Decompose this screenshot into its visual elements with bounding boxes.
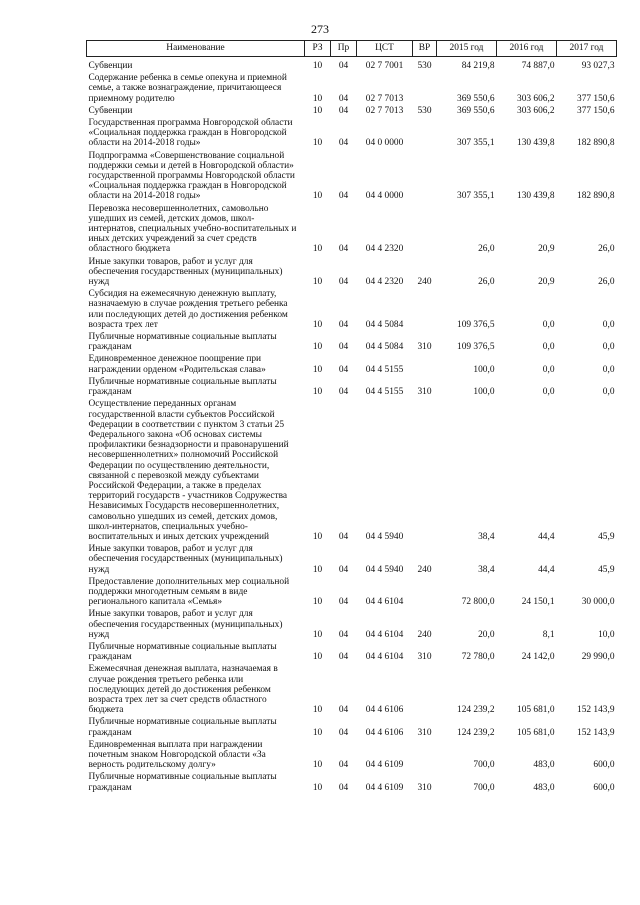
row-cst: 04 4 6104 (365, 597, 404, 608)
row-name: Публичные нормативные социальные выплаты гражданам (88, 772, 277, 793)
row-cst: 02 7 7001 (365, 61, 404, 71)
row-pr: 04 (338, 564, 349, 575)
table-row (87, 607, 617, 640)
row-name: Иные закупки товаров, работ и услуг для обеспечения государственных (муниципальных) нужд (88, 256, 283, 288)
table-row (87, 352, 617, 374)
row-cst: 04 0 0000 (365, 138, 404, 149)
row-2017: 93 027,3 (581, 61, 615, 71)
table-row (87, 397, 617, 542)
table-row (87, 640, 617, 662)
row-pr: 04 (338, 782, 349, 793)
row-rz: 10 (312, 597, 323, 608)
row-2015: 100,0 (473, 387, 495, 398)
row-pr: 04 (338, 364, 349, 375)
row-2016: 483,0 (533, 760, 555, 771)
row-pr: 04 (338, 138, 349, 149)
row-2015: 84 219,8 (461, 61, 495, 71)
row-vr: 310 (417, 652, 432, 663)
row-2015: 700,0 (473, 782, 495, 793)
row-2017: 377 150,6 (577, 105, 615, 116)
row-2016: 20,9 (538, 244, 555, 255)
row-rz: 10 (312, 244, 323, 255)
row-vr: 310 (417, 342, 432, 353)
header-rz: РЗ (305, 41, 331, 57)
row-2016: 130 439,8 (517, 191, 555, 202)
row-pr: 04 (338, 191, 349, 202)
row-name: Публичные нормативные социальные выплаты гражданам (88, 376, 277, 398)
row-rz: 10 (312, 191, 323, 202)
row-name: Содержание ребенка в семье опекуна и приемной семье, а также вознаграждение, причитающееся приемному родителю (88, 73, 287, 104)
row-rz: 10 (312, 93, 323, 104)
row-2016: 483,0 (533, 782, 555, 793)
row-pr: 04 (338, 387, 349, 398)
header-2015: 2015 год (437, 41, 497, 57)
row-vr (413, 71, 437, 104)
row-2016: 24 142,0 (521, 652, 555, 663)
row-rz: 10 (312, 61, 323, 71)
row-2016: 105 681,0 (517, 705, 555, 716)
table-row (87, 255, 617, 288)
header-2017: 2017 год (557, 41, 617, 57)
row-vr (413, 116, 437, 149)
row-2016: 8,1 (542, 629, 555, 640)
table-row (87, 104, 617, 116)
row-2016: 44,4 (538, 531, 555, 542)
table-row (87, 116, 617, 149)
row-name: Ежемесячная денежная выплата, назначаемая в случае рождения третьего ребенка или последующих детей до достижения ребенком возраста трех лет за счет средств областного бюджета (88, 664, 278, 716)
row-2017: 26,0 (598, 277, 615, 288)
row-2017: 45,9 (598, 564, 615, 575)
row-2015: 100,0 (473, 364, 495, 375)
row-rz: 10 (312, 105, 323, 116)
row-vr: 240 (417, 564, 432, 575)
row-2016: 130 439,8 (517, 138, 555, 149)
row-rz: 10 (312, 705, 323, 716)
row-pr: 04 (338, 629, 349, 640)
page-number: 273 (311, 22, 329, 36)
row-2016: 44,4 (538, 564, 555, 575)
row-2015: 26,0 (478, 277, 495, 288)
header-name: Наименование (87, 41, 305, 57)
table-row (87, 542, 617, 575)
row-2017: 0,0 (602, 387, 615, 398)
header-cst: ЦСТ (357, 41, 413, 57)
row-rz: 10 (312, 138, 323, 149)
row-cst: 04 4 6109 (365, 782, 404, 793)
row-name: Иные закупки товаров, работ и услуг для обеспечения государственных (муниципальных) нужд (88, 544, 283, 575)
row-2017: 0,0 (602, 319, 615, 330)
row-2016: 303 606,2 (517, 105, 555, 116)
row-2016: 0,0 (542, 319, 555, 330)
row-pr: 04 (338, 597, 349, 608)
row-2017: 600,0 (593, 782, 615, 793)
row-vr: 310 (417, 782, 432, 793)
row-2015: 72 780,0 (461, 652, 495, 663)
table-row (87, 330, 617, 352)
row-2015: 109 376,5 (457, 342, 495, 353)
row-cst: 04 4 6106 (365, 727, 404, 738)
row-vr (413, 202, 437, 255)
row-cst: 04 4 2320 (365, 277, 404, 288)
row-pr: 04 (338, 342, 349, 353)
row-name: Субсидия на ежемесячную денежную выплату, назначаемую в случае рождения третьего ребенка или последующих детей до достижения ребенком возраста трех лет (88, 289, 288, 330)
row-2015: 124 239,2 (457, 727, 495, 738)
row-cst: 04 4 6106 (365, 705, 404, 716)
table-header (87, 41, 617, 57)
row-vr (413, 149, 437, 202)
row-2016: 74 887,0 (521, 61, 555, 71)
row-rz: 10 (312, 277, 323, 288)
row-cst: 04 4 5940 (365, 531, 404, 542)
row-2016: 0,0 (542, 387, 555, 398)
row-rz: 10 (312, 531, 323, 542)
table-row (87, 770, 617, 792)
row-2015: 700,0 (473, 760, 495, 771)
row-rz: 10 (312, 387, 323, 398)
row-name: Публичные нормативные социальные выплаты гражданам (88, 641, 277, 663)
row-vr (413, 738, 437, 771)
row-2016: 0,0 (542, 364, 555, 375)
header-2016: 2016 год (497, 41, 557, 57)
row-2017: 26,0 (598, 244, 615, 255)
row-2017: 152 143,9 (577, 705, 615, 716)
row-name: Подпрограмма «Совершенствование социальной поддержки семьи и детей в Новгородской области» государственной программы Новгородской области «Социальная поддержка граждан в Новгородской области на 2014-2018 годы» (88, 150, 295, 202)
row-2016: 0,0 (542, 342, 555, 353)
row-2015: 124 239,2 (457, 705, 495, 716)
table-row (87, 149, 617, 202)
row-2015: 38,4 (478, 564, 495, 575)
row-rz: 10 (312, 564, 323, 575)
row-rz: 10 (312, 319, 323, 330)
row-2017: 600,0 (593, 760, 615, 771)
row-name: Перевозка несовершеннолетних, самовольно ушедших из семей, детских домов, школ-интернатов, специальных учебно-воспитательных и иных детских учреждений за счет средств областного бюджета (88, 203, 297, 255)
row-pr: 04 (338, 760, 349, 771)
row-vr: 240 (417, 277, 432, 288)
header-pr: Пр (331, 41, 357, 57)
row-2017: 0,0 (602, 364, 615, 375)
row-vr (413, 397, 437, 542)
row-rz: 10 (312, 629, 323, 640)
row-cst: 04 4 5155 (365, 364, 404, 375)
row-rz: 10 (312, 760, 323, 771)
row-rz: 10 (312, 782, 323, 793)
row-vr: 310 (417, 387, 432, 398)
row-2017: 377 150,6 (577, 93, 615, 104)
row-2017: 152 143,9 (577, 727, 615, 738)
row-pr: 04 (338, 727, 349, 738)
table-row (87, 375, 617, 397)
row-name: Публичные нормативные социальные выплаты гражданам (88, 332, 277, 353)
row-pr: 04 (338, 61, 349, 71)
budget-table (86, 40, 617, 793)
table-row (87, 57, 617, 72)
row-2015: 307 355,1 (457, 138, 495, 149)
row-rz: 10 (312, 727, 323, 738)
table-row (87, 575, 617, 608)
table-row (87, 202, 617, 255)
row-2015: 307 355,1 (457, 191, 495, 202)
row-2015: 72 800,0 (461, 597, 495, 608)
row-2017: 29 990,0 (581, 652, 615, 663)
row-pr: 04 (338, 531, 349, 542)
table-row (87, 738, 617, 771)
row-name: Единовременная выплата при награждении почетным знаком Новгородской области «За верность родительскому долгу» (88, 739, 266, 771)
row-cst: 04 4 6104 (365, 652, 404, 663)
row-name: Предоставление дополнительных мер социальной поддержки многодетным семьям в виде регионального капитала «Семья» (88, 576, 290, 608)
row-2016: 24 150,1 (521, 597, 555, 608)
table-row (87, 662, 617, 715)
row-cst: 04 4 2320 (365, 244, 404, 255)
row-vr: 530 (417, 105, 432, 116)
row-2015: 369 550,6 (457, 93, 495, 104)
row-vr (413, 662, 437, 715)
row-cst: 02 7 7013 (365, 105, 404, 116)
row-name: Субвенции (88, 105, 133, 116)
row-pr: 04 (338, 93, 349, 104)
row-2015: 26,0 (478, 244, 495, 255)
row-vr (413, 287, 437, 330)
row-2017: 10,0 (598, 629, 615, 640)
row-cst: 02 7 7013 (365, 93, 404, 104)
row-name: Осуществление переданных органам государственной власти субъектов Российской Федерации в соответствии с пунктом 3 статьи 25 Федерального закона «Об основах системы профилактики безнадзорности и правонарушений несовершеннолетних» полномочий Российской Федерации по осуществлению деятельности, связанной с перевозкой между субъектами Российской Федерации, а также в пределах территорий государств - участников Содружества Независимых Государств несовершеннолетних, самовольно ушедших из семей, детских домов, школ-интернатов, специальных учебно-воспитательных и иных детских учреждений (88, 399, 289, 542)
row-cst: 04 4 5084 (365, 342, 404, 353)
row-pr: 04 (338, 105, 349, 116)
row-name: Субвенции (88, 61, 133, 71)
row-cst: 04 4 6109 (365, 760, 404, 771)
row-name: Единовременное денежное поощрение при награждении орденом «Родительская слава» (88, 354, 266, 375)
row-name: Публичные нормативные социальные выплаты гражданам (88, 717, 277, 738)
row-vr: 530 (417, 61, 432, 71)
row-cst: 04 4 0000 (365, 191, 404, 202)
row-vr: 240 (417, 629, 432, 640)
row-cst: 04 4 6104 (365, 629, 404, 640)
row-name: Государственная программа Новгородской области «Социальная поддержка граждан в Новгородской области на 2014-2018 годы» (88, 118, 293, 149)
row-cst: 04 4 5155 (365, 387, 404, 398)
row-pr: 04 (338, 652, 349, 663)
row-2017: 30 000,0 (581, 597, 615, 608)
row-2017: 182 890,8 (577, 191, 615, 202)
row-2016: 20,9 (538, 277, 555, 288)
row-pr: 04 (338, 244, 349, 255)
row-rz: 10 (312, 364, 323, 375)
row-2015: 38,4 (478, 531, 495, 542)
row-2015: 369 550,6 (457, 105, 495, 116)
table-row (87, 287, 617, 330)
row-2015: 20,0 (478, 629, 495, 640)
row-rz: 10 (312, 342, 323, 353)
header-vr: ВР (413, 41, 437, 57)
table-row (87, 715, 617, 737)
row-pr: 04 (338, 705, 349, 716)
row-vr (413, 352, 437, 374)
row-cst: 04 4 5940 (365, 564, 404, 575)
row-2017: 0,0 (602, 342, 615, 353)
table-body (87, 57, 617, 793)
row-pr: 04 (338, 319, 349, 330)
row-2017: 182 890,8 (577, 138, 615, 149)
row-rz: 10 (312, 652, 323, 663)
row-pr: 04 (338, 277, 349, 288)
table-row (87, 71, 617, 104)
row-name: Иные закупки товаров, работ и услуг для обеспечения государственных (муниципальных) нужд (88, 609, 283, 640)
row-2017: 45,9 (598, 531, 615, 542)
row-cst: 04 4 5084 (365, 319, 404, 330)
row-vr (413, 575, 437, 608)
row-2015: 109 376,5 (457, 319, 495, 330)
row-2016: 105 681,0 (517, 727, 555, 738)
row-vr: 310 (417, 727, 432, 738)
row-2016: 303 606,2 (517, 93, 555, 104)
